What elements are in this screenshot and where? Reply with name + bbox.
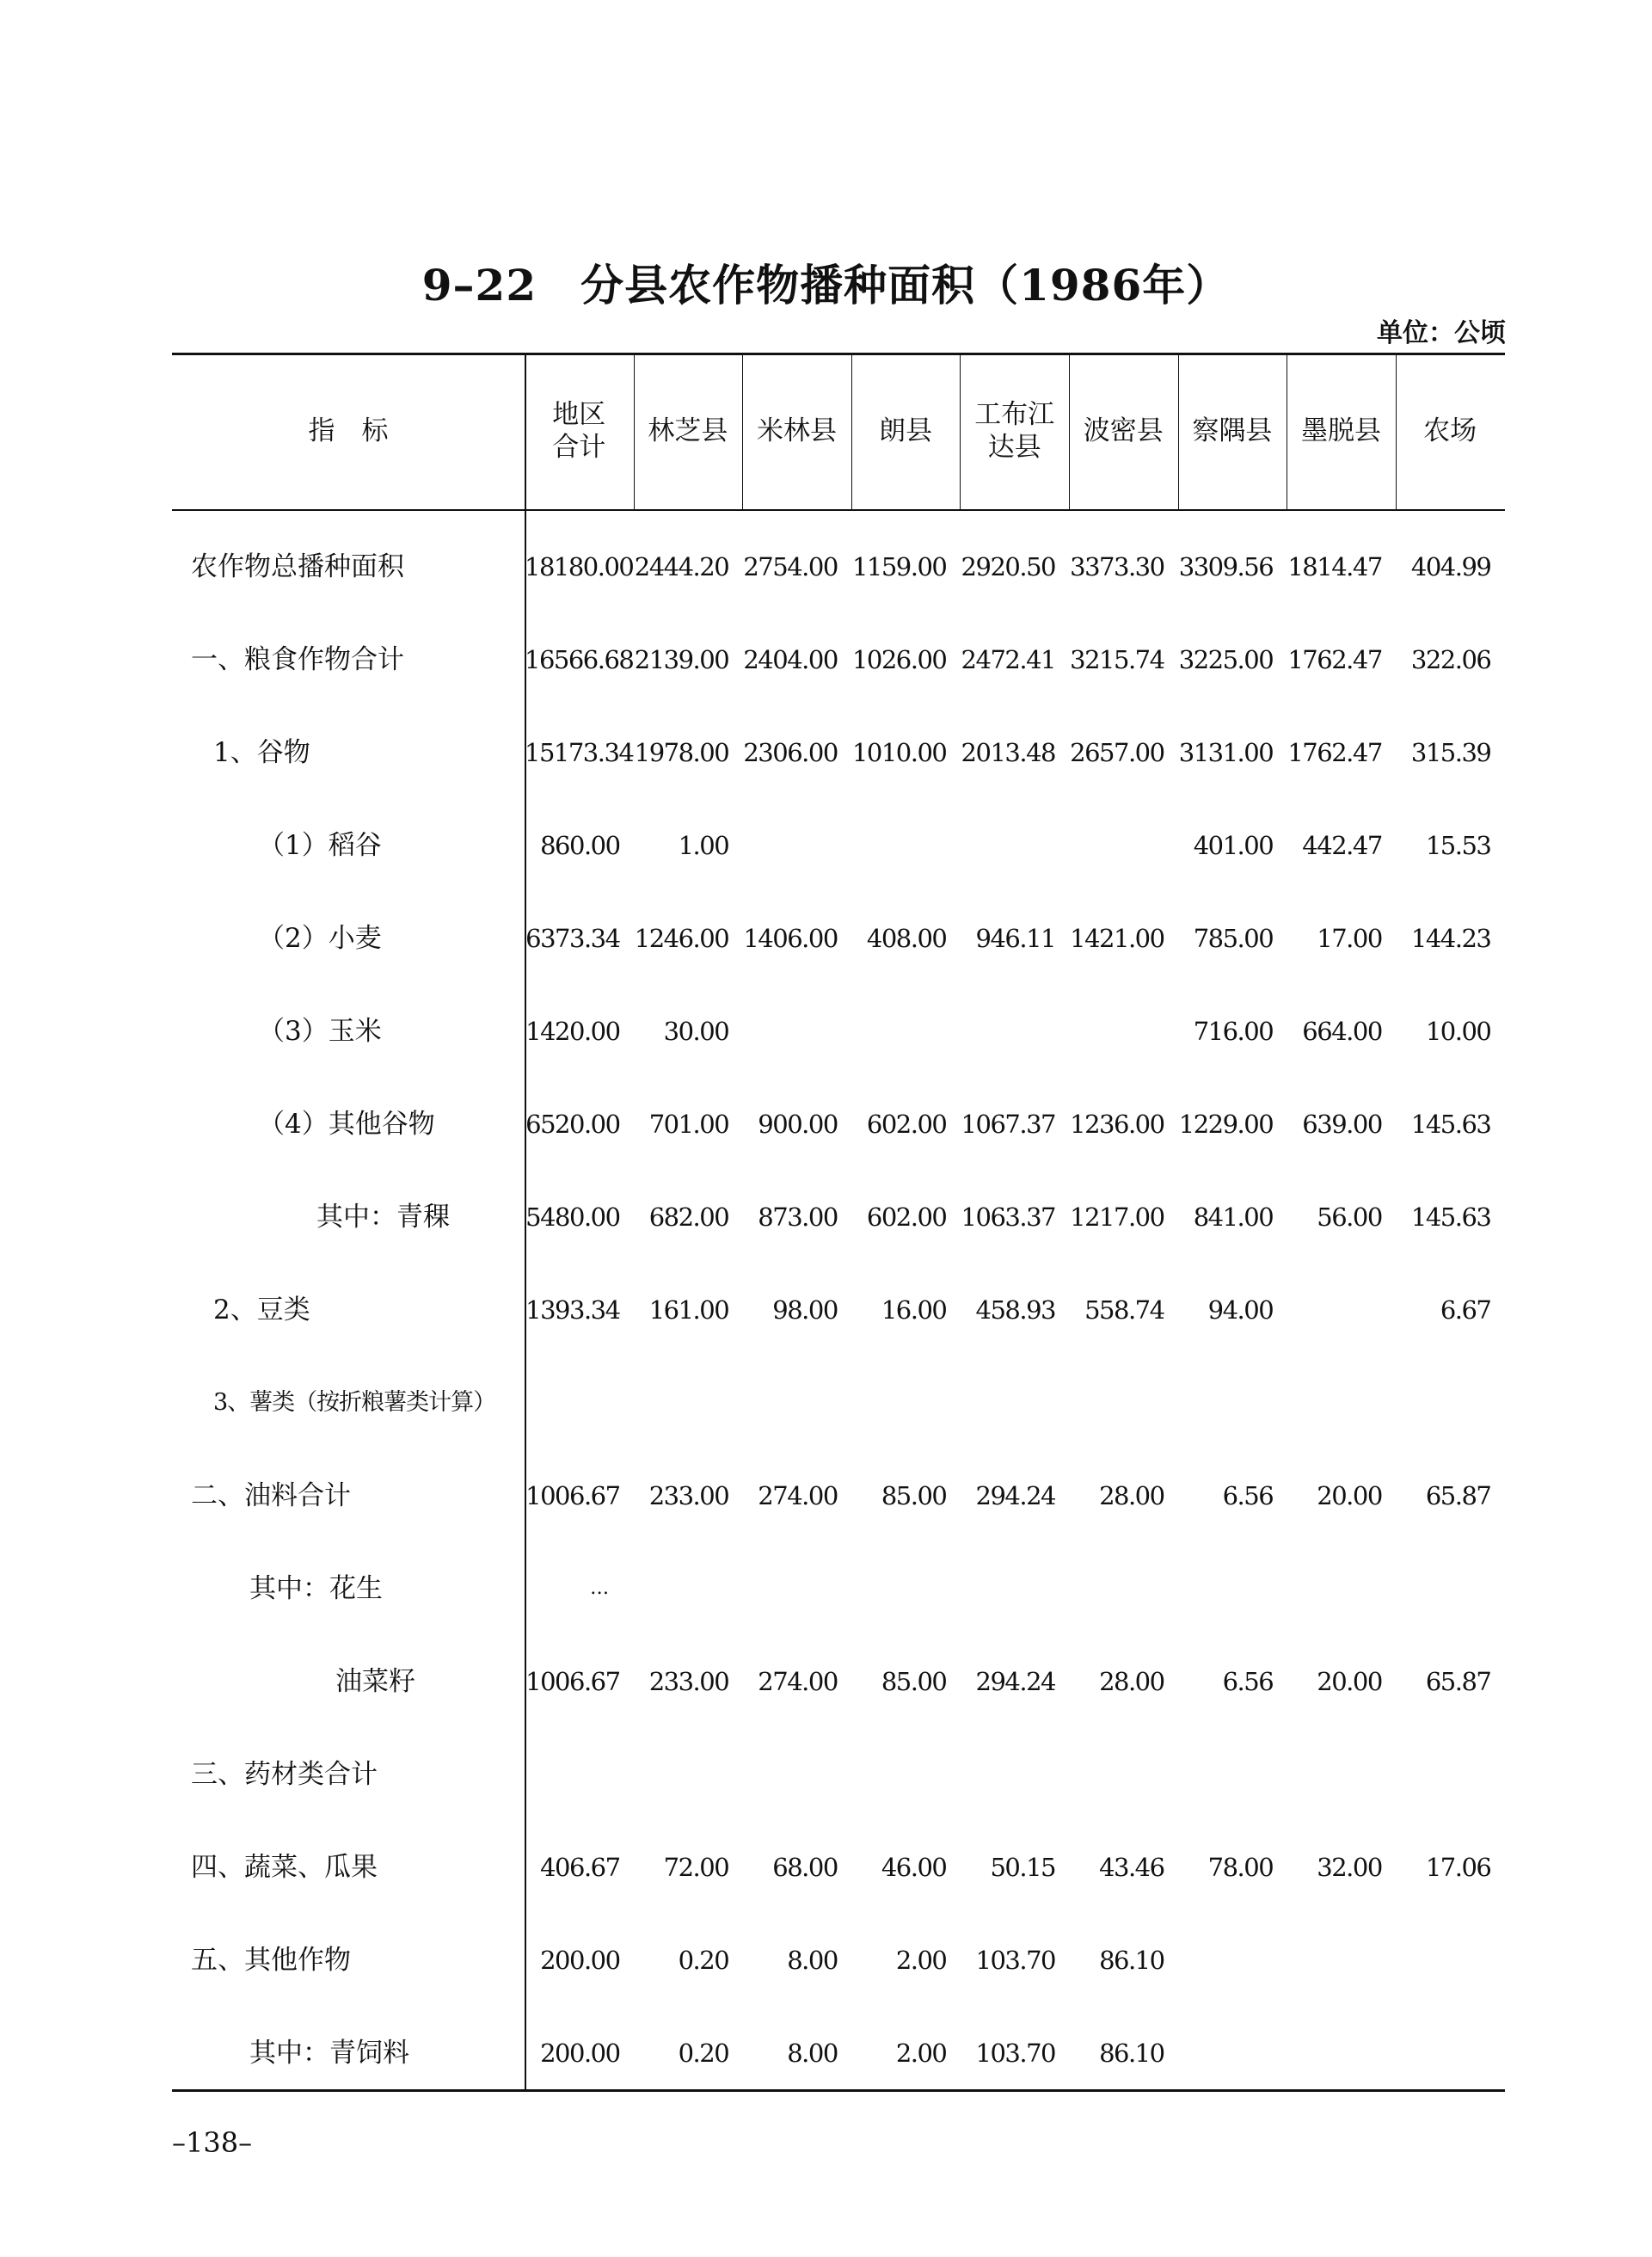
table-cell: 558.74 [1084,1295,1164,1325]
table-cell: 56.00 [1317,1202,1382,1232]
table-cell: 785.00 [1193,924,1274,953]
table-cell: … [590,1577,608,1599]
table-cell: 145.63 [1410,1202,1491,1232]
table-cell: 1762.47 [1287,738,1382,767]
header-column-divider [960,353,961,511]
header-column-divider [742,353,743,511]
unit-label: 单位：公顷 [1377,318,1506,348]
table-cell: 98.00 [772,1295,838,1325]
row-label: 一、粮食作物合计 [191,644,404,675]
header-column: 林芝县 [648,415,728,446]
table-cell: 65.87 [1425,1481,1491,1510]
table-cell: 6.67 [1440,1295,1491,1325]
table-row [172,613,1505,706]
table-cell: 6.56 [1222,1667,1274,1696]
table-cell: 103.70 [975,2039,1055,2068]
table-cell: 841.00 [1193,1202,1274,1232]
table-cell: 78.00 [1207,1853,1274,1882]
table-cell: 18180.00 [525,552,634,581]
table-cell: 2444.20 [634,552,729,581]
table-cell: 1217.00 [1070,1202,1164,1232]
row-label: （1）稻谷 [258,830,382,861]
table-cell: 8.00 [787,2039,838,2068]
table-row [172,1356,1505,1449]
table-cell: 322.06 [1410,645,1491,674]
row-label: 1、谷物 [213,737,310,768]
table-cell: 2472.41 [961,645,1055,674]
table-cell: 20.00 [1317,1667,1382,1696]
table-cell: 30.00 [663,1017,729,1046]
table-cell: 86.10 [1099,1946,1164,1975]
table-cell: 10.00 [1425,1017,1491,1046]
table-cell: 3373.30 [1070,552,1164,581]
table-cell: 50.15 [990,1853,1055,1882]
table-cell: 664.00 [1302,1017,1382,1046]
table-row [172,799,1505,892]
table-cell: 72.00 [663,1853,729,1882]
table-cell: 401.00 [1193,831,1274,860]
table-cell: 3131.00 [1178,738,1274,767]
table-cell: 85.00 [881,1481,947,1510]
table-cell: 873.00 [758,1202,838,1232]
header-column-divider [1069,353,1070,511]
table-cell: 1814.47 [1287,552,1382,581]
table-cell: 946.11 [975,924,1055,953]
header-column: 波密县 [1083,415,1164,446]
header-column: 墨脱县 [1300,415,1381,446]
table-cell: 144.23 [1410,924,1491,953]
table-cell: 2657.00 [1070,738,1164,767]
table-row [172,892,1505,985]
table-cell: 1393.34 [525,1295,620,1325]
header-column: 朗县 [879,415,933,446]
table-cell: 2404.00 [743,645,838,674]
table-row [172,1821,1505,1914]
table-cell: 294.24 [975,1667,1055,1696]
header-column: 农场 [1423,415,1477,446]
table-cell: 16.00 [881,1295,947,1325]
row-label: 2、豆类 [213,1295,310,1325]
row-label: 四、蔬菜、瓜果 [191,1852,378,1883]
table-cell: 85.00 [881,1667,947,1696]
table-cell: 1006.67 [525,1481,620,1510]
header-column-divider [851,353,852,511]
table-cell: 2.00 [895,1946,947,1975]
table-cell: 6373.34 [525,924,620,953]
row-label: （4）其他谷物 [258,1109,435,1140]
row-label: 三、药材类合计 [191,1759,378,1790]
row-label: 二、油料合计 [191,1480,351,1511]
header-column-divider [634,353,635,511]
table-cell: 1006.67 [525,1667,620,1696]
table-cell: 6.56 [1222,1481,1274,1510]
table-cell: 1010.00 [851,738,947,767]
table-cell: 233.00 [648,1481,729,1510]
header-indicator: 指 标 [308,415,389,446]
table-cell: 602.00 [866,1202,947,1232]
table-cell: 274.00 [758,1667,838,1696]
table-row [172,1078,1505,1171]
table-row [172,1728,1505,1821]
table-row [172,1449,1505,1542]
row-label: 其中：花生 [249,1573,383,1604]
table-cell: 32.00 [1317,1853,1382,1882]
table-cell: 145.63 [1410,1110,1491,1139]
table-row [172,985,1505,1078]
table-cell: 5480.00 [525,1202,620,1232]
table-row [172,1635,1505,1728]
header-bottom-rule [172,509,1505,511]
table-cell: 1421.00 [1070,924,1164,953]
page-number: –138– [172,2126,253,2159]
table-cell: 1.00 [678,831,729,860]
table-cell: 1236.00 [1070,1110,1164,1139]
table-cell: 94.00 [1207,1295,1274,1325]
table-cell: 3309.56 [1178,552,1274,581]
table-cell: 2139.00 [634,645,729,674]
table-cell: 43.46 [1099,1853,1164,1882]
table-cell: 233.00 [648,1667,729,1696]
table-cell: 6520.00 [525,1110,620,1139]
table-cell: 3215.74 [1070,645,1164,674]
table-row [172,1264,1505,1356]
table-title: 9–22 分县农作物播种面积（1986年） [421,260,1231,311]
table-cell: 28.00 [1099,1667,1164,1696]
table-cell: 2306.00 [743,738,838,767]
table-cell: 161.00 [648,1295,729,1325]
table-cell: 1762.47 [1287,645,1382,674]
header-column: 察隅县 [1192,415,1273,446]
header-column: 地区 合计 [552,399,606,463]
row-label: 其中：青饲料 [249,2038,409,2069]
table-cell: 1026.00 [851,645,947,674]
table-cell: 682.00 [648,1202,729,1232]
table-cell: 17.00 [1317,924,1382,953]
table-cell: 200.00 [540,2039,620,2068]
header-column: 米林县 [756,415,837,446]
table-cell: 404.99 [1410,552,1491,581]
table-cell: 20.00 [1317,1481,1382,1510]
table-cell: 274.00 [758,1481,838,1510]
row-label: 五、其他作物 [191,1945,351,1976]
table-cell: 602.00 [866,1110,947,1139]
table-cell: 15.53 [1425,831,1491,860]
table-cell: 860.00 [540,831,620,860]
table-cell: 1420.00 [525,1017,620,1046]
table-cell: 2754.00 [743,552,838,581]
table-cell: 15173.34 [525,738,634,767]
table-cell: 294.24 [975,1481,1055,1510]
table-cell: 8.00 [787,1946,838,1975]
table-row [172,2007,1505,2100]
row-label: （2）小麦 [258,923,382,954]
row-label: 其中：青稞 [316,1202,450,1233]
table-cell: 442.47 [1302,831,1382,860]
table-row [172,1171,1505,1264]
table-cell: 2920.50 [961,552,1055,581]
row-label: 3、薯类（按折粮薯类计算） [213,1389,496,1416]
table-cell: 458.93 [975,1295,1055,1325]
table-cell: 1978.00 [634,738,729,767]
table-cell: 16566.68 [525,645,634,674]
table-cell: 1067.37 [961,1110,1055,1139]
row-label: 油菜籽 [335,1666,415,1697]
table-cell: 716.00 [1193,1017,1274,1046]
table-row [172,706,1505,799]
table-cell: 103.70 [975,1946,1055,1975]
header-column-divider [1396,353,1397,511]
table-cell: 1246.00 [634,924,729,953]
table-cell: 639.00 [1302,1110,1382,1139]
table-row [172,1914,1505,2007]
table-cell: 2013.48 [961,738,1055,767]
table-cell: 1229.00 [1178,1110,1274,1139]
table-cell: 0.20 [678,2039,729,2068]
table-cell: 3225.00 [1178,645,1274,674]
table-cell: 1063.37 [961,1202,1055,1232]
table-row [172,1542,1505,1635]
row-label: （3）玉米 [258,1016,382,1047]
table-cell: 900.00 [758,1110,838,1139]
table-cell: 1159.00 [851,552,947,581]
table-cell: 46.00 [881,1853,947,1882]
table-row [172,520,1505,613]
table-cell: 28.00 [1099,1481,1164,1510]
table-cell: 701.00 [648,1110,729,1139]
table-cell: 200.00 [540,1946,620,1975]
table-cell: 406.67 [540,1853,620,1882]
table-cell: 86.10 [1099,2039,1164,2068]
table-cell: 0.20 [678,1946,729,1975]
table-cell: 65.87 [1425,1667,1491,1696]
table-cell: 17.06 [1425,1853,1491,1882]
table-cell: 408.00 [866,924,947,953]
header-column: 工布江 达县 [974,399,1055,463]
table-cell: 1406.00 [743,924,838,953]
table-cell: 315.39 [1410,738,1491,767]
header-column-divider [1178,353,1179,511]
table-cell: 2.00 [895,2039,947,2068]
row-label: 农作物总播种面积 [191,551,404,582]
table-cell: 68.00 [772,1853,838,1882]
